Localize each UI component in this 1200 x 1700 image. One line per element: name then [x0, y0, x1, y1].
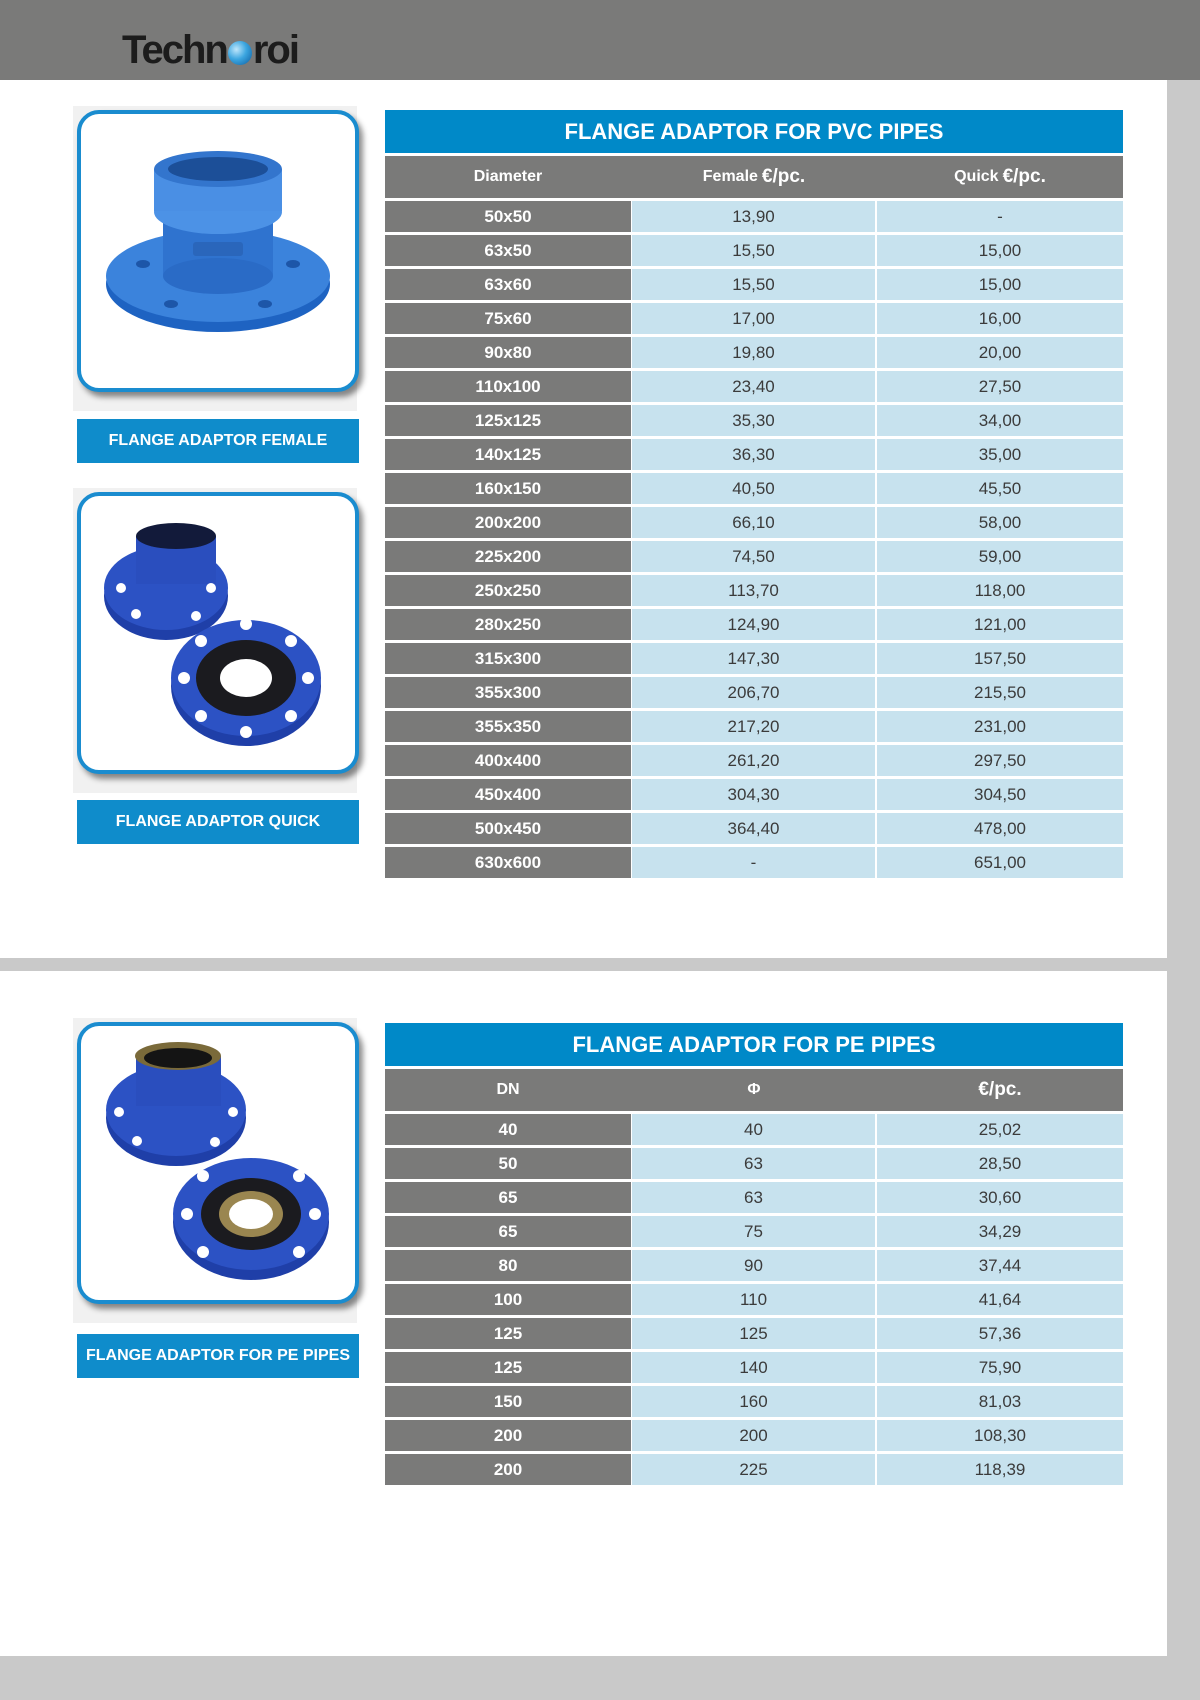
- pvc-table-row: [385, 677, 1123, 708]
- pvc-table-row: [385, 541, 1123, 572]
- caption-flange-pe: FLANGE ADAPTOR FOR PE PIPES: [77, 1334, 359, 1378]
- pvc-cell-col3: 478,00: [877, 813, 1123, 844]
- pvc-cell-col2: 217,20: [631, 711, 877, 742]
- pe-table-row: [385, 1352, 1123, 1383]
- pe-cell-col1: 200: [385, 1420, 631, 1451]
- pvc-table-row: [385, 269, 1123, 300]
- pe-table-row: [385, 1284, 1123, 1315]
- pvc-cell-col1: 250x250: [385, 575, 631, 606]
- pe-cell-col2: 90: [631, 1250, 877, 1281]
- pe-cell-col3: 108,30: [877, 1420, 1123, 1451]
- pe-table-row: [385, 1454, 1123, 1485]
- pvc-cell-col3: 215,50: [877, 677, 1123, 708]
- pe-cell-col3: 25,02: [877, 1114, 1123, 1145]
- right-margin-strip: [1167, 80, 1200, 1700]
- flange-pe-illustration: [81, 1026, 355, 1300]
- pe-cell-col2: 40: [631, 1114, 877, 1145]
- photo-card-quick: [73, 488, 357, 793]
- pvc-cell-col2: -: [631, 847, 877, 878]
- pe-cell-col2: 63: [631, 1148, 877, 1179]
- pe-cell-col2: 125: [631, 1318, 877, 1349]
- pe-cell-col1: 125: [385, 1352, 631, 1383]
- pvc-table-row: [385, 813, 1123, 844]
- header-quick-unit: €/pc.: [1002, 166, 1046, 187]
- pe-cell-col3: 34,29: [877, 1216, 1123, 1247]
- pe-table-row: [385, 1148, 1123, 1179]
- pe-cell-col1: 40: [385, 1114, 631, 1145]
- header-diameter: Diameter: [473, 168, 543, 185]
- pe-cell-col2: 63: [631, 1182, 877, 1213]
- header-quick: [877, 156, 1123, 198]
- pvc-cell-col3: 304,50: [877, 779, 1123, 810]
- pe-cell-col1: 150: [385, 1386, 631, 1417]
- globe-icon: [228, 41, 252, 65]
- caption-flange-female: FLANGE ADAPTOR FEMALE: [77, 419, 359, 463]
- pvc-cell-col1: 75x60: [385, 303, 631, 334]
- product-photo-pe: [77, 1022, 359, 1304]
- footer-bar: [0, 1656, 1200, 1700]
- pe-cell-col3: 28,50: [877, 1148, 1123, 1179]
- pvc-cell-col1: 63x50: [385, 235, 631, 266]
- pvc-table-row: [385, 779, 1123, 810]
- pvc-cell-col1: 50x50: [385, 201, 631, 232]
- header-price: [877, 1069, 1123, 1111]
- header-female-unit: €/pc.: [761, 166, 806, 187]
- pe-cell-col1: 65: [385, 1216, 631, 1247]
- pe-cell-col3: 57,36: [877, 1318, 1123, 1349]
- pvc-cell-col1: 63x60: [385, 269, 631, 300]
- pvc-cell-col1: 400x400: [385, 745, 631, 776]
- pvc-table-body: [385, 201, 1123, 878]
- flange-female-illustration: [81, 114, 355, 388]
- pvc-cell-col1: 355x350: [385, 711, 631, 742]
- pe-cell-col3: 75,90: [877, 1352, 1123, 1383]
- pvc-cell-col1: 110x100: [385, 371, 631, 402]
- pe-table-row: [385, 1386, 1123, 1417]
- pe-price-table: [385, 1023, 1123, 1488]
- photo-card-female: [73, 106, 357, 411]
- pe-cell-col2: 140: [631, 1352, 877, 1383]
- pvc-cell-col3: 121,00: [877, 609, 1123, 640]
- pe-cell-col2: 200: [631, 1420, 877, 1451]
- pvc-cell-col1: 450x400: [385, 779, 631, 810]
- pe-cell-col2: 110: [631, 1284, 877, 1315]
- pvc-cell-col2: 17,00: [631, 303, 877, 334]
- pvc-table-row: [385, 643, 1123, 674]
- pe-cell-col2: 225: [631, 1454, 877, 1485]
- pvc-cell-col1: 315x300: [385, 643, 631, 674]
- pvc-table-title: FLANGE ADAPTOR FOR PVC PIPES: [385, 110, 1123, 153]
- pe-cell-col1: 125: [385, 1318, 631, 1349]
- pe-cell-col1: 200: [385, 1454, 631, 1485]
- header-dn: DN: [496, 1081, 520, 1098]
- pvc-cell-col2: 23,40: [631, 371, 877, 402]
- pvc-cell-col1: 280x250: [385, 609, 631, 640]
- pe-cell-col1: 80: [385, 1250, 631, 1281]
- pvc-cell-col2: 15,50: [631, 235, 877, 266]
- header-female-label: Female: [702, 168, 758, 185]
- section-divider: [0, 958, 1167, 971]
- pvc-cell-col1: 160x150: [385, 473, 631, 504]
- flange-quick-illustration: [81, 496, 355, 770]
- brand-logo[interactable]: [122, 28, 298, 72]
- pvc-cell-col1: 140x125: [385, 439, 631, 470]
- pvc-table-row: [385, 439, 1123, 470]
- photo-card-pe: [73, 1018, 357, 1323]
- pvc-price-table: [385, 110, 1123, 881]
- pvc-table-row: [385, 473, 1123, 504]
- pvc-cell-col3: -: [877, 201, 1123, 232]
- pe-table-row: [385, 1182, 1123, 1213]
- header-price-unit: €/pc.: [978, 1079, 1022, 1100]
- pvc-cell-col1: 125x125: [385, 405, 631, 436]
- pe-cell-col3: 118,39: [877, 1454, 1123, 1485]
- pvc-table-header: [385, 156, 1123, 198]
- pe-cell-col2: 160: [631, 1386, 877, 1417]
- pvc-cell-col2: 35,30: [631, 405, 877, 436]
- pvc-cell-col3: 35,00: [877, 439, 1123, 470]
- pe-table-title: FLANGE ADAPTOR FOR PE PIPES: [385, 1023, 1123, 1066]
- pvc-cell-col2: 304,30: [631, 779, 877, 810]
- pe-cell-col2: 75: [631, 1216, 877, 1247]
- pvc-cell-col1: 630x600: [385, 847, 631, 878]
- pe-cell-col3: 30,60: [877, 1182, 1123, 1213]
- pvc-table-row: [385, 609, 1123, 640]
- pvc-table-row: [385, 711, 1123, 742]
- header-female: [631, 156, 877, 198]
- pvc-cell-col1: 225x200: [385, 541, 631, 572]
- pvc-cell-col2: 147,30: [631, 643, 877, 674]
- pvc-cell-col3: 34,00: [877, 405, 1123, 436]
- pvc-cell-col3: 157,50: [877, 643, 1123, 674]
- brand-name-suffix: roi: [252, 28, 298, 72]
- pvc-cell-col3: 297,50: [877, 745, 1123, 776]
- pvc-cell-col3: 45,50: [877, 473, 1123, 504]
- pvc-table-row: [385, 371, 1123, 402]
- pvc-cell-col2: 124,90: [631, 609, 877, 640]
- pe-cell-col3: 41,64: [877, 1284, 1123, 1315]
- pvc-cell-col2: 13,90: [631, 201, 877, 232]
- pvc-table-row: [385, 337, 1123, 368]
- pvc-cell-col2: 74,50: [631, 541, 877, 572]
- pvc-cell-col1: 355x300: [385, 677, 631, 708]
- header-phi: Φ: [747, 1081, 761, 1098]
- pe-table-row: [385, 1318, 1123, 1349]
- pvc-table-row: [385, 405, 1123, 436]
- pvc-table-row: [385, 201, 1123, 232]
- pvc-cell-col3: 15,00: [877, 235, 1123, 266]
- pvc-table-row: [385, 575, 1123, 606]
- pvc-cell-col3: 27,50: [877, 371, 1123, 402]
- pvc-table-row: [385, 745, 1123, 776]
- pvc-cell-col2: 206,70: [631, 677, 877, 708]
- pe-table-row: [385, 1216, 1123, 1247]
- pe-table-body: [385, 1114, 1123, 1485]
- pe-table-row: [385, 1250, 1123, 1281]
- pvc-cell-col3: 231,00: [877, 711, 1123, 742]
- pe-cell-col1: 50: [385, 1148, 631, 1179]
- pe-cell-col1: 65: [385, 1182, 631, 1213]
- pvc-cell-col3: 118,00: [877, 575, 1123, 606]
- caption-flange-quick: FLANGE ADAPTOR QUICK: [77, 800, 359, 844]
- pvc-cell-col1: 500x450: [385, 813, 631, 844]
- pvc-cell-col2: 113,70: [631, 575, 877, 606]
- pvc-cell-col3: 651,00: [877, 847, 1123, 878]
- pvc-table-row: [385, 235, 1123, 266]
- pvc-cell-col3: 15,00: [877, 269, 1123, 300]
- pvc-table-row: [385, 507, 1123, 538]
- product-photo-female: [77, 110, 359, 392]
- pvc-table-row: [385, 847, 1123, 878]
- pvc-cell-col2: 15,50: [631, 269, 877, 300]
- brand-name-prefix: Techn: [122, 28, 227, 72]
- pvc-cell-col3: 20,00: [877, 337, 1123, 368]
- pe-cell-col1: 100: [385, 1284, 631, 1315]
- pvc-cell-col1: 90x80: [385, 337, 631, 368]
- pvc-cell-col2: 364,40: [631, 813, 877, 844]
- pvc-cell-col2: 40,50: [631, 473, 877, 504]
- pvc-cell-col2: 19,80: [631, 337, 877, 368]
- pe-cell-col3: 81,03: [877, 1386, 1123, 1417]
- pe-table-row: [385, 1420, 1123, 1451]
- pvc-cell-col2: 261,20: [631, 745, 877, 776]
- header-bar: [0, 0, 1200, 80]
- product-photo-quick: [77, 492, 359, 774]
- pe-table-row: [385, 1114, 1123, 1145]
- pvc-cell-col3: 16,00: [877, 303, 1123, 334]
- pvc-cell-col2: 66,10: [631, 507, 877, 538]
- pvc-cell-col3: 59,00: [877, 541, 1123, 572]
- pvc-table-row: [385, 303, 1123, 334]
- pvc-cell-col3: 58,00: [877, 507, 1123, 538]
- pvc-cell-col1: 200x200: [385, 507, 631, 538]
- pe-table-header: [385, 1069, 1123, 1111]
- pe-cell-col3: 37,44: [877, 1250, 1123, 1281]
- header-quick-label: Quick: [954, 168, 999, 185]
- pvc-cell-col2: 36,30: [631, 439, 877, 470]
